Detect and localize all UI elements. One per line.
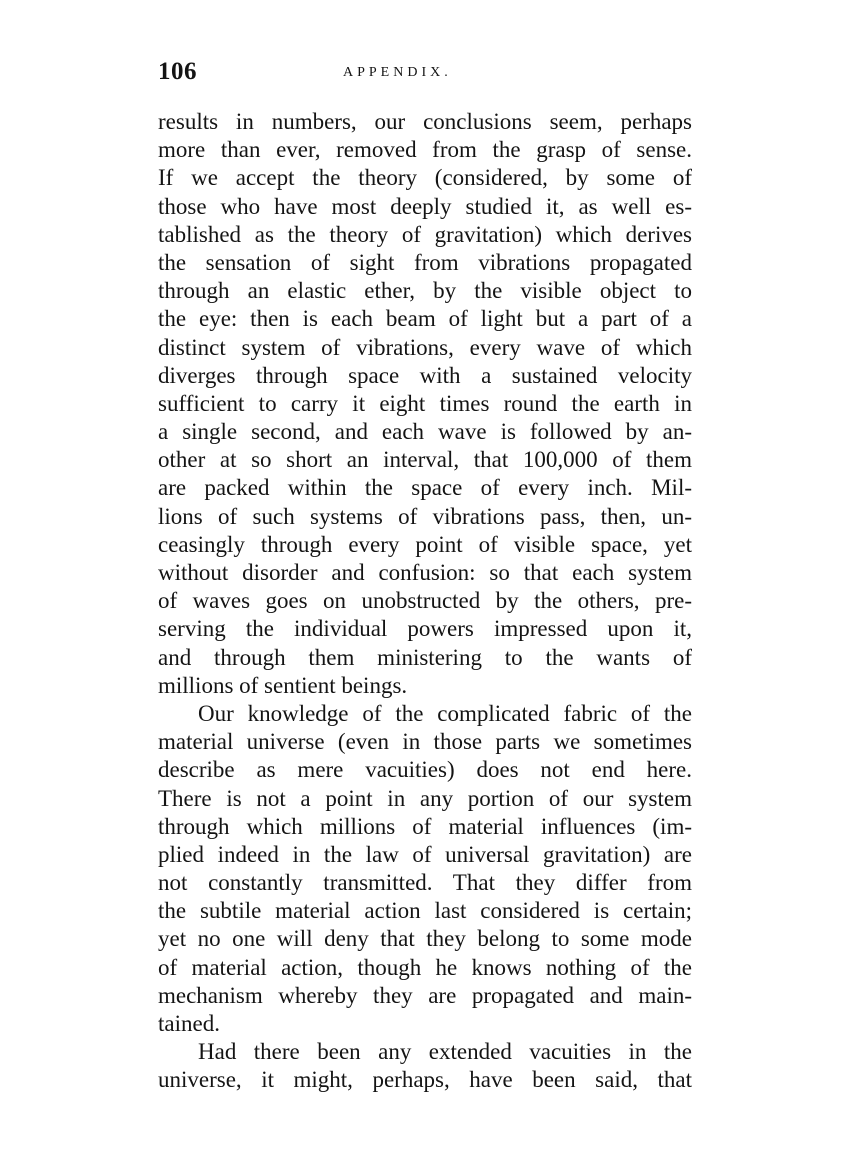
text-line: yet no one will deny that they belong to some mode xyxy=(158,926,692,952)
text-line: tained. xyxy=(158,1011,220,1036)
text-line: plied indeed in the law of universal gravitation) are xyxy=(158,841,692,867)
text-line: of waves goes on unobstructed by the others, pre- xyxy=(158,588,692,614)
body-text xyxy=(158,108,692,1095)
paragraph-first-line: Had there been any extended vacuities in the xyxy=(198,1039,692,1065)
text-line: mechanism whereby they are propagated and main- xyxy=(158,982,692,1008)
text-line: other at so short an interval, that 100,000 of them xyxy=(158,447,692,473)
text-line: not constantly transmitted. That they differ from xyxy=(158,870,692,896)
text-line: through an elastic ether, by the visible object to xyxy=(158,278,692,304)
text-line: those who have most deeply studied it, as well es- xyxy=(158,193,692,219)
text-line: more than ever, removed from the grasp of sense. xyxy=(158,137,692,163)
text-line: the eye: then is each beam of light but a part of a xyxy=(158,306,692,332)
text-line: describe as mere vacuities) does not end here. xyxy=(158,757,692,783)
text-line: through which millions of material influences (im- xyxy=(158,813,692,839)
text-line: without disorder and confusion: so that each system xyxy=(158,560,692,585)
text-line: the subtile material action last considered is certain; xyxy=(158,898,692,924)
text-line: universe, it might, perhaps, have been said, that xyxy=(158,1067,692,1093)
text-line: a single second, and each wave is followed by an- xyxy=(158,419,692,445)
text-line: diverges through space with a sustained velocity xyxy=(158,362,692,388)
page-number: 106 xyxy=(158,58,197,85)
text-line: millions of sentient beings. xyxy=(158,672,408,698)
page-header xyxy=(158,58,692,90)
paragraph-first-line: Our knowledge of the complicated fabric of the xyxy=(198,700,692,726)
text-line: ceasingly through every point of visible space, yet xyxy=(158,531,692,557)
text-line: sufficient to carry it eight times round the earth in xyxy=(158,390,692,416)
text-line: the sensation of sight from vibrations propagated xyxy=(158,249,692,275)
text-line: distinct system of vibrations, every wave of which xyxy=(158,334,692,360)
text-line: If we accept the theory (considered, by some of xyxy=(158,165,692,191)
text-line: of material action, though he knows nothing of the xyxy=(158,954,692,980)
text-line: tablished as the theory of gravitation) which derives xyxy=(158,221,692,247)
text-line: results in numbers, our conclusions seem, perhaps xyxy=(158,109,692,134)
text-line: are packed within the space of every inch. Mil- xyxy=(158,475,692,501)
text-line: There is not a point in any portion of our system xyxy=(158,785,692,811)
text-line: material universe (even in those parts we sometimes xyxy=(158,729,692,755)
text-line: serving the individual powers impressed upon it, xyxy=(158,616,692,642)
text-line: lions of such systems of vibrations pass, then, un- xyxy=(158,503,692,529)
text-line: and through them ministering to the wants of xyxy=(158,644,692,670)
running-head: APPENDIX. xyxy=(343,65,452,80)
